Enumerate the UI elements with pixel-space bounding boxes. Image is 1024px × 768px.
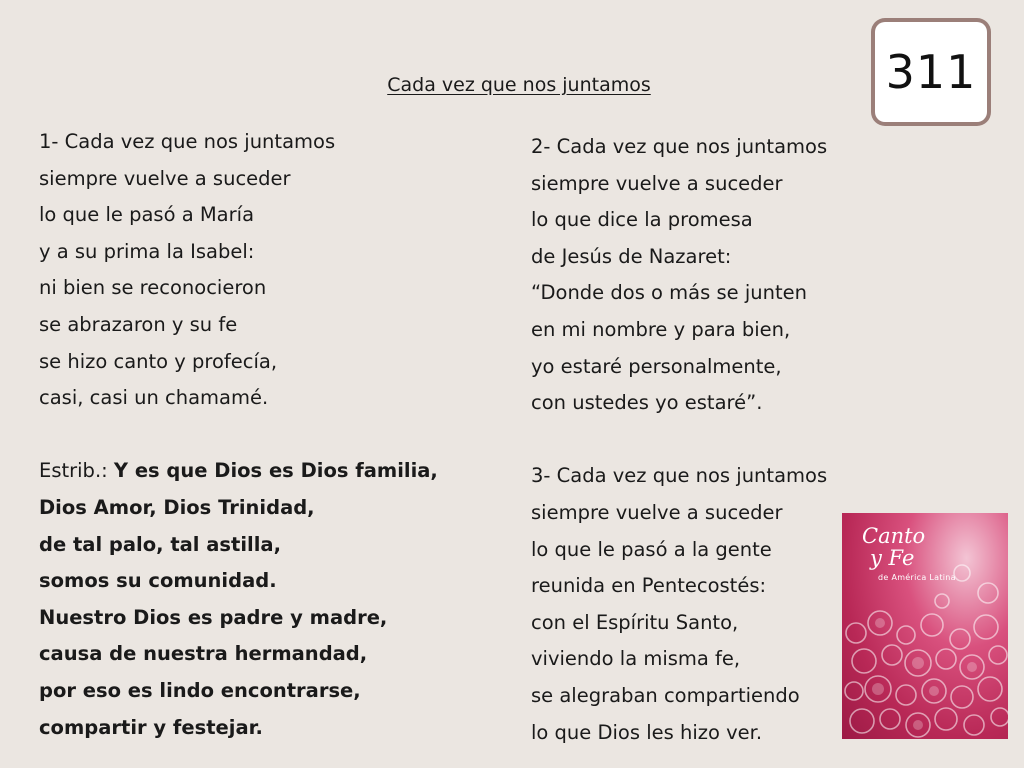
verse-line: 1- Cada vez que nos juntamos (39, 130, 336, 153)
right-column (531, 129, 827, 751)
verse-line: con el Espíritu Santo, (531, 610, 739, 634)
cover-title-line1: Canto (862, 524, 926, 548)
verse-line: siempre vuelve a suceder (39, 166, 291, 190)
verse-line: se alegraban compartiendo (531, 683, 800, 707)
verse-line: reunida en Pentecostés: (531, 574, 767, 598)
verse-line: “Donde dos o más se junten (531, 281, 807, 305)
chorus-line: somos su comunidad. (39, 569, 277, 593)
book-cover-image (842, 513, 1008, 739)
chorus-line: Nuestro Dios es padre y madre, (39, 605, 388, 629)
chorus-line: por eso es lindo encontrarse, (39, 678, 361, 702)
chorus-line: compartir y festejar. (39, 715, 263, 739)
verse-line: lo que dice la promesa (531, 208, 753, 232)
page-number-badge (871, 18, 991, 126)
page-number: 311 (875, 22, 987, 122)
chorus-line: Dios Amor, Dios Trinidad, (39, 495, 315, 519)
chorus-line: Y es que Dios es Dios familia, (113, 459, 438, 483)
verse-line: se hizo canto y profecía, (39, 349, 278, 373)
verse-line: lo que le pasó a María (39, 203, 255, 227)
chorus-label: Estrib.: (39, 459, 114, 483)
verse-line: siempre vuelve a suceder (531, 500, 783, 524)
stanza-gap (531, 422, 827, 459)
verse-line: viviendo la misma fe, (531, 647, 741, 671)
verse-line: en mi nombre y para bien, (531, 317, 791, 341)
cover-subtitle: de América Latina (878, 573, 956, 582)
verse-line: de Jesús de Nazaret: (531, 244, 732, 268)
chorus-first-line (39, 453, 438, 490)
stanza-gap (39, 417, 438, 454)
cover-title-line2: y Fe (870, 546, 915, 570)
verse-line: lo que Dios les hizo ver. (531, 720, 763, 744)
verse-line: casi, casi un chamamé. (39, 386, 269, 410)
verse-line: 2- Cada vez que nos juntamos (531, 135, 828, 158)
verse-line: 3- Cada vez que nos juntamos (531, 464, 828, 488)
cover-title (862, 525, 925, 569)
left-column (39, 124, 438, 746)
verse-line: yo estaré personalmente, (531, 354, 782, 378)
verse-line: con ustedes yo estaré”. (531, 391, 763, 415)
song-title: Cada vez que nos juntamos (387, 74, 651, 96)
verse-line: lo que le pasó a la gente (531, 537, 772, 561)
chorus-line: causa de nuestra hermandad, (39, 642, 368, 666)
chorus-line: de tal palo, tal astilla, (39, 532, 281, 556)
verse-line: siempre vuelve a suceder (531, 171, 783, 195)
verse-line: ni bien se reconocieron (39, 276, 267, 300)
verse-line: y a su prima la Isabel: (39, 239, 255, 263)
verse-line: se abrazaron y su fe (39, 312, 238, 336)
